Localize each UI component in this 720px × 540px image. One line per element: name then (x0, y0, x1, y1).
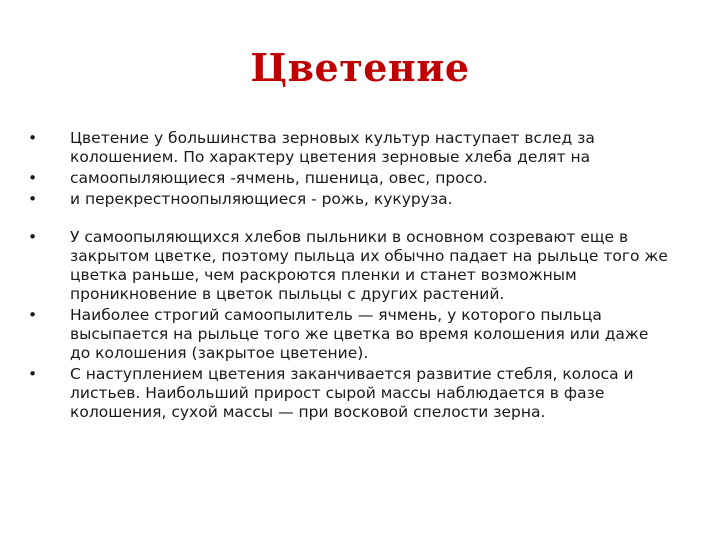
slide-title: Цветение (250, 45, 470, 90)
bullet-item (28, 190, 668, 209)
bullet-icon: • (28, 129, 38, 147)
bullet-text: и перекрестноопыляющиеся - рожь, кукуруза. (70, 190, 453, 208)
bullet-item (28, 129, 668, 167)
bullet-text: самоопыляющиеся -ячмень, пшеница, овес, просо. (70, 169, 488, 187)
bullet-icon: • (28, 228, 38, 246)
bullet-icon: • (28, 306, 38, 324)
bullet-text: Наиболее строгий самоопылитель — ячмень, у которого пыльца высыпается на рыльце того же цветка во время колошения или даже до колошения (закрытое цветение). (70, 306, 649, 362)
bullet-group-2 (28, 228, 668, 422)
bullet-icon: • (28, 190, 38, 208)
bullet-text: С наступлением цветения заканчивается развитие стебля, колоса и листьев. Наибольший прирост сырой массы наблюдается в фазе колошения, сухой массы — при восковой спелости зерна. (70, 365, 634, 421)
bullet-group-1 (28, 129, 668, 209)
bullet-item (28, 306, 668, 363)
bullet-icon: • (28, 169, 38, 187)
bullet-icon: • (28, 365, 38, 383)
bullet-item (28, 365, 668, 422)
bullet-item (28, 169, 668, 188)
slide-content (28, 129, 668, 424)
bullet-text: У самоопыляющихся хлебов пыльники в основном созревают еще в закрытом цветке, поэтому пыльца их обычно падает на рыльце того же цветка раньше, чем раскроются пленки и станет возможным проникновение в цветок пыльцы с других растений. (70, 228, 668, 303)
bullet-text: Цветение у большинства зерновых культур наступает вслед за колошением. По характеру цветения зерновые хлеба делят на (70, 129, 595, 166)
bullet-item (28, 228, 668, 304)
